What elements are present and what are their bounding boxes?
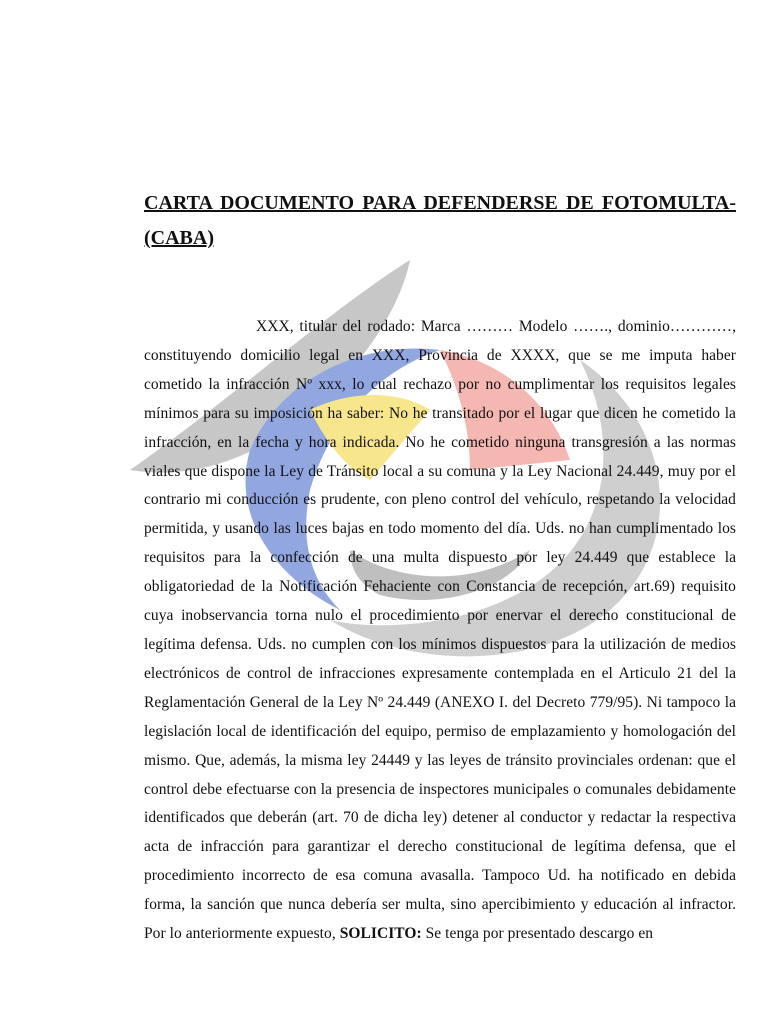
document-page	[144, 186, 736, 964]
document-body-paragraph	[144, 313, 736, 949]
title-line-1: CARTA DOCUMENTO PARA DEFENDERSE DE FOTOMULTA-	[144, 192, 736, 214]
solicito-label: SOLICITO:	[339, 925, 422, 943]
body-main-text: XXX, titular del rodado: Marca ……… Modelo ……., dominio…………, constituyendo domicilio legal en XXX, Provincia de XXXX, que se me imputa haber cometido la infracción Nº xxx, lo cual rechazo por no cumplimentar los requisitos legales mínimos para su imposición ha saber: No he transitado por el lugar que dicen he cometido la infracción, en la fecha y hora indicada. No he cometido ninguna transgresión a las normas viales que dispone la Ley de Tránsito local a su comuna y la Ley Nacional 24.449, muy por el contrario mi conducción es prudente, con pleno control del vehículo, respetando la velocidad permitida, y usando las luces bajas en todo momento del día. Uds. no han cumplimentado los requisitos para la confección de una multa dispuesto por ley 24.449 que establece la obligatoriedad de la Notificación Fehaciente con Constancia de recepción, art.69) requisito cuya inobservancia torna nulo el procedimiento por enervar el derecho constitucional de legítima defensa. Uds. no cumplen con los mínimos dispuestos para la utilización de medios electrónicos de control de infracciones expresamente contemplada en el Articulo 21 del la Reglamentación General de la Ley Nº 24.449 (ANEXO I. del Decreto 779/95). Ni tampoco la legislación local de identificación del equipo, permiso de emplazamiento y homologación del mismo. Que, además, la misma ley 24449 y las leyes de tránsito provinciales ordenan: que el control debe efectuarse con la presencia de inspectores municipales o comunales debidamente identificados que deberán (art. 70 de dicha ley) detener al conductor y redactar la respectiva acta de infracción para garantizar el derecho constitucional de legítima defensa, que el procedimiento incorrecto de esa comuna avasalla. Tampoco Ud. ha notificado en debida forma, la sanción que nunca debería ser multa, sino apercibimiento y educación al infractor. Por lo anteriormente expuesto,	[144, 318, 736, 943]
title-line-2: (CABA)	[144, 227, 214, 249]
body-tail-text: Se tenga por presentado descargo en	[425, 925, 654, 943]
document-title	[144, 186, 736, 256]
